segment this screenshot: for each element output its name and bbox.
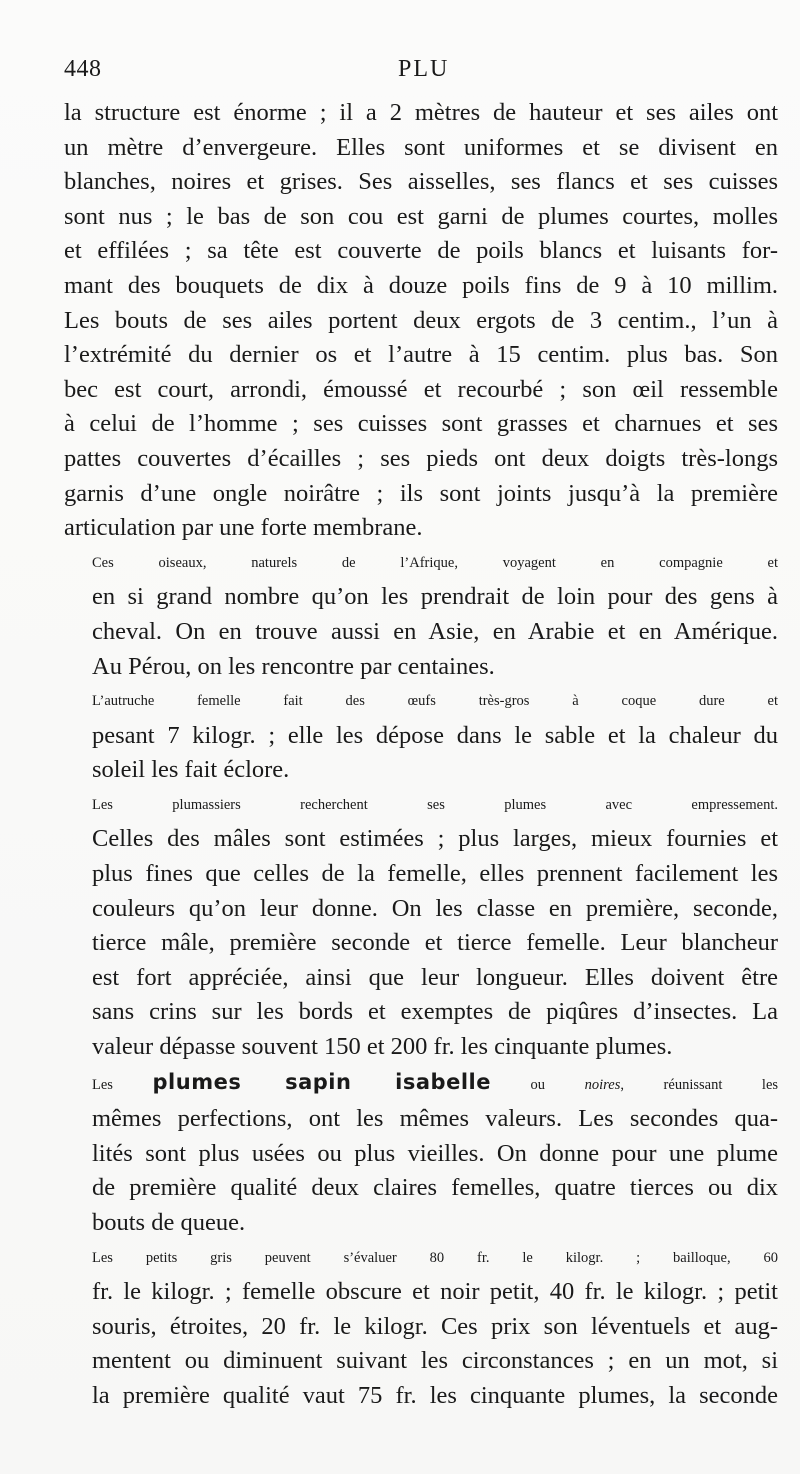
- text-line: mêmes perfections, ont les mêmes valeurs. Les secondes qua-: [92, 1105, 778, 1133]
- text-line: à celui de l’homme ; ses cuisses sont grasses et charnues et ses: [64, 410, 778, 438]
- text-line: Ces oiseaux, naturels de l’Afrique, voyagent en compagnie et: [92, 554, 778, 571]
- text-line: mant des bouquets de dix à douze poils fins de 9 à 10 millim.: [64, 271, 778, 299]
- page-number: 448: [64, 56, 102, 82]
- text-run: ou: [490, 1076, 585, 1093]
- text-line: Celles des mâles sont estimées ; plus larges, mieux fournies et: [92, 825, 778, 853]
- text-line: sont nus ; le bas de son cou est garni de plumes courtes, molles: [64, 202, 778, 230]
- text-line: sans crins sur les bords et exemptes de piqûres d’insectes. La: [92, 998, 778, 1026]
- text-line: Les petits gris peuvent s’évaluer 80 fr. le kilogr. ; bailloque, 60: [92, 1249, 778, 1266]
- paragraph: [64, 546, 778, 684]
- text-line: Au Pérou, on les rencontre par centaines.: [92, 652, 495, 680]
- italic-term: noires: [584, 1076, 621, 1093]
- text-line: cheval. On en trouve aussi en Asie, en Arabie et en Amérique.: [92, 617, 778, 645]
- text-line: Les bouts de ses ailes portent deux ergots de 3 centim., l’un à: [64, 306, 778, 334]
- text-line: valeur dépasse souvent 150 et 200 fr. les cinquante plumes.: [92, 1033, 673, 1061]
- text-line: et effilées ; sa tête est couverte de poils blancs et luisants for-: [64, 237, 778, 265]
- text-line: Les plumassiers recherchent ses plumes avec empressement.: [92, 796, 778, 813]
- text-line: pattes couvertes d’écailles ; ses pieds ont deux doigts très-longs: [64, 444, 778, 472]
- text-line: pesant 7 kilogr. ; elle les dépose dans le sable et la chaleur du: [92, 721, 778, 749]
- text-line: soleil les fait éclore.: [92, 756, 290, 784]
- text-line: [64, 1065, 778, 1103]
- text-line: couleurs qu’on leur donne. On les classe en première, seconde,: [92, 894, 778, 922]
- bold-term: plumes sapin isabelle: [152, 1069, 491, 1094]
- text-line: en si grand nombre qu’on les prendrait de loin pour des gens à: [92, 583, 778, 611]
- paragraph: [64, 96, 778, 546]
- paragraph: [64, 788, 778, 1065]
- text-line: la structure est énorme ; il a 2 mètres de hauteur et ses ailes ont: [64, 99, 778, 126]
- text-line: souris, étroites, 20 fr. le kilogr. Ces prix son léventuels et aug-: [92, 1312, 778, 1340]
- text-line: l’extrémité du dernier os et l’autre à 15 centim. plus bas. Son: [64, 341, 778, 369]
- text-line: bouts de queue.: [92, 1209, 246, 1236]
- text-line: blanches, noires et grises. Ses aisselles, ses flancs et ses cuisses: [64, 168, 778, 196]
- text-run: Les: [92, 1076, 153, 1093]
- text-line: un mètre d’envergeure. Elles sont uniformes et se divisent en: [64, 133, 778, 161]
- paragraph: [64, 1065, 778, 1241]
- text-line: articulation par une forte membrane.: [64, 514, 423, 542]
- text-line: garnis d’une ongle noirâtre ; ils sont joints jusqu’à la première: [64, 479, 778, 507]
- body-text: [64, 96, 778, 1414]
- text-line: bec est court, arrondi, émoussé et recourbé ; son œil ressemble: [64, 375, 778, 403]
- text-line: tierce mâle, première seconde et tierce femelle. Leur blancheur: [92, 929, 778, 957]
- text-line: mentent ou diminuent suivant les circonstances ; en un mot, si: [92, 1347, 778, 1375]
- text-line: de première qualité deux claires femelles, quatre tierces ou dix: [92, 1174, 778, 1202]
- text-line: L’autruche femelle fait des œufs très-gros à coque dure et: [92, 693, 778, 710]
- running-head: PLU: [398, 56, 450, 82]
- paragraph: [64, 1241, 778, 1414]
- text-line: lités sont plus usées ou plus vieilles. On donne pour une plume: [92, 1139, 778, 1167]
- text-line: fr. le kilogr. ; femelle obscure et noir petit, 40 fr. le kilogr. ; petit: [92, 1278, 778, 1306]
- text-line: est fort appréciée, ainsi que leur longueur. Elles doivent être: [92, 963, 778, 991]
- text-line: plus fines que celles de la femelle, elles prennent facilement les: [92, 860, 778, 888]
- paragraph: [64, 684, 778, 788]
- page-header: [64, 56, 764, 92]
- text-run: , réunissant les: [620, 1076, 779, 1093]
- text-line: la première qualité vaut 75 fr. les cinquante plumes, la seconde: [92, 1381, 778, 1409]
